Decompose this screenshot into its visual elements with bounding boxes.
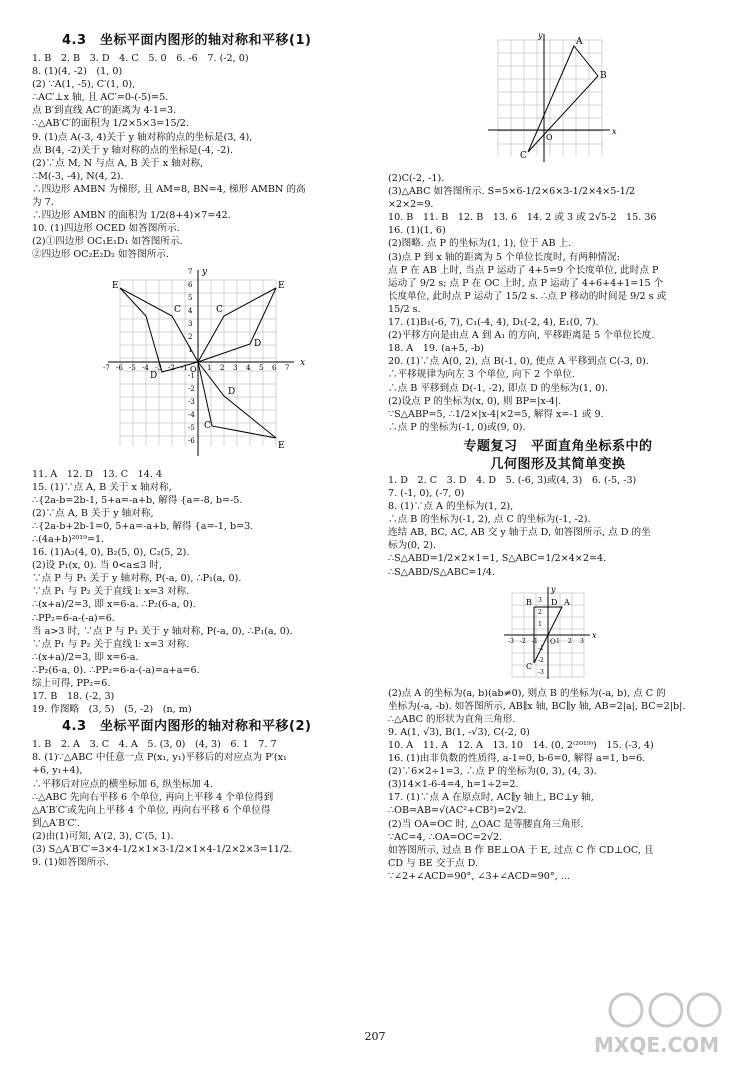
section-heading: 4.3 坐标平面内图形的轴对称和平移(2) — [62, 719, 312, 735]
tick-label: -2 — [520, 637, 526, 645]
answer-line: 17. (1)B₁(-6, 7), C₁(-4, 4), D₁(-2, 4), E₁(0, 7). — [388, 317, 599, 329]
tick-label: -4 — [188, 410, 195, 419]
answer-line: 9. (1)如答图所示. — [32, 857, 109, 869]
x-axis-label: x — [592, 630, 597, 640]
page-number: 207 — [364, 1030, 386, 1043]
answer-line: 当 a>3 时, ∵点 P 与 P₁ 关于 y 轴对称, P(-a, 0), ∴P₁(a, 0). — [32, 625, 293, 637]
answer-line: 点 P 在 AB 上时, 当点 P 运动了 4+5=9 个长度单位, 此时点 P — [388, 264, 659, 276]
tick-label: 3 — [233, 363, 238, 372]
answer-line: (2)∵点 A, B 关于 y 轴对称, — [32, 507, 154, 519]
answer-line: ∴(x+a)/2=3, 即 x=6-a. ∴P₂(6-a, 0). — [32, 599, 196, 611]
answer-line: 17. B 18. (-2, 3) — [32, 691, 115, 703]
answer-line: (2)点 A 的坐标为(a, b)(ab≠0), 则点 B 的坐标为(-a, b), 点 C 的 — [388, 687, 666, 699]
tick-label: 2 — [220, 363, 225, 372]
answer-line: 标为(0, 2). — [388, 540, 437, 552]
answer-line: ∴M(-3, -4), N(4, 2). — [32, 170, 124, 182]
origin-label: O — [550, 637, 556, 646]
tick-label: -7 — [103, 363, 110, 372]
answer-line: 8. (1)∵点 A 的坐标为(1, 2), — [388, 501, 514, 513]
answer-line: 1. D 2. C 3. D 4. D 5. (-6, 3)或(4, 3) 6. (-5, -3) — [388, 474, 637, 486]
tick-label: 2 — [538, 608, 542, 616]
answer-line: 15. (1)∵点 A, B 关于 x 轴对称, — [32, 481, 172, 493]
section-heading: 4.3 坐标平面内图形的轴对称和平移(1) — [62, 33, 312, 48]
answer-block — [388, 474, 728, 579]
origin-label: O — [546, 133, 553, 142]
answer-line: ∴平移后对应点的横坐标加 6, 纵坐标加 4. — [32, 778, 213, 790]
answer-line: (2) ∵A(1, -5), C′(1, 0), — [32, 79, 136, 91]
answer-line: 如答图所示, 过点 B 作 BE⊥OA 于 E, 过点 C 作 CD⊥OC, 且 — [388, 844, 654, 856]
tick-label: 6 — [188, 280, 193, 289]
answer-line: 1. B 2. A 3. C 4. A 5. (3, 0) (4, 3) 6. 1 7. 7 — [32, 739, 277, 751]
answer-line: ∴(4a+b)²⁰¹⁹=1. — [32, 533, 105, 545]
tick-label: -1 — [188, 371, 195, 380]
answer-line: ∴AC′⊥x 轴, 且 AC′=0-(-5)=5. — [32, 92, 169, 104]
answer-line: ∴点 B 的坐标为(-1, 2), 点 C 的坐标为(-1, -2). — [388, 514, 591, 526]
tick-label: 3 — [580, 637, 584, 645]
answer-line: (3)△ABC 如答图所示. S=5×6-1/2×6×3-1/2×4×5-1/2 — [388, 186, 636, 198]
coordinate-figure-left — [32, 266, 372, 464]
fig-label: C — [174, 304, 181, 315]
fig-label: D — [150, 370, 158, 381]
reflection-graph — [32, 266, 372, 464]
answer-block — [388, 687, 728, 883]
answer-line: (2)图略. 点 P 的坐标为(1, 1), 位于 AB 上. — [388, 238, 572, 250]
tick-label: -1 — [181, 363, 188, 372]
answer-line: ∴△ABC 先向右平移 6 个单位, 再向上平移 4 个单位得到 — [32, 791, 274, 803]
answer-line: ∴平移规律为向左 3 个单位, 向下 2 个单位. — [388, 369, 576, 381]
answer-line: (2)设点 P 的坐标为(x, 0), 则 BP=|x-4|. — [388, 395, 562, 407]
answer-block — [32, 468, 372, 717]
tick-label: -1 — [538, 644, 544, 652]
left-column — [32, 30, 372, 869]
answer-line: 20. (1)∵点 A(0, 2), 点 B(-1, 0), 使点 A 平移到点 C(-3, 0). — [388, 356, 649, 368]
fig-label: A — [576, 37, 583, 47]
answer-line: 10. (1)四边形 OCED 如答图所示. — [32, 223, 180, 235]
tick-label: 5 — [188, 293, 193, 302]
tick-label: 3 — [188, 319, 193, 328]
answer-line: 运动了 9/2 s; 点 P 在 OC 上时, 点 P 运动了 4+6+4+1=15 个 — [388, 277, 664, 289]
fig-label: C — [204, 420, 211, 431]
answer-line: 16. (1)(1, 6) — [388, 225, 446, 237]
answer-line: ∴(x+a)/2=3, 即 x=6-a. — [32, 651, 139, 663]
tick-label: 7 — [285, 363, 290, 372]
fig-label: C — [216, 304, 223, 315]
answer-line: 9. A(1, √3), B(1, -√3), C(-2, 0) — [388, 726, 530, 738]
answer-line: (2)C(-2, -1). — [388, 173, 445, 184]
tick-label: 7 — [188, 267, 193, 276]
tick-label: -4 — [142, 363, 149, 372]
answer-line: (3)点 P 到 x 轴的距离为 5 个单位长度时, 有两种情况: — [388, 251, 620, 263]
tick-label: 1 — [188, 345, 193, 354]
tick-label: -3 — [538, 668, 544, 676]
answer-line: ②四边形 OC₂E₂D₂ 如答图所示. — [32, 249, 169, 261]
answer-line: △A′B′C′或先向上平移 4 个单位, 再向右平移 6 个单位得 — [32, 804, 271, 816]
tick-label: -3 — [188, 397, 195, 406]
answer-line: (3)14×1-6-4=4, h=1÷2=2. — [388, 779, 519, 791]
answer-line: (2)平移方向是由点 A 到 A₁ 的方向, 平移距离是 5 个单位长度. — [388, 330, 655, 342]
origin-label: O — [190, 364, 197, 374]
right-column — [388, 30, 728, 883]
answer-line: ∴△ABC 的形状为直角三角形. — [388, 713, 516, 725]
fig-label: C — [520, 151, 527, 161]
answer-line: ∴PP₂=6-a-(-a)=6. — [32, 612, 115, 624]
answer-line: ∴OB=AB=√(AC²+CB²)=2√2. — [388, 805, 527, 817]
fig-label: B — [600, 71, 607, 81]
tick-label: 4 — [246, 363, 251, 372]
answer-line: 9. (1)点 A(-3, 4)关于 y 轴对称的点的坐标是(3, 4), — [32, 131, 253, 143]
answer-block — [32, 52, 372, 262]
tick-label: 4 — [188, 306, 193, 315]
answer-line: 连结 AB, BC, AC, AB 交 y 轴于点 D, 如答图所示, 点 D 的坐 — [388, 527, 651, 539]
answer-line: 19. 作图略 (3, 5) (5, -2) (n, m) — [32, 704, 192, 716]
rectangle-graph — [388, 583, 728, 683]
review-heading: 专题复习 平面直角坐标系中的 — [463, 438, 653, 454]
answer-line: (2)①四边形 OC₁E₁D₁ 如答图所示. — [32, 236, 183, 248]
watermark-logo — [586, 988, 736, 1058]
answer-line: ∵S△ABP=5, ∴1/2×|x-4|×2=5, 解得 x=-1 或 9. — [388, 408, 604, 420]
answer-line: 到△A′B′C′. — [32, 817, 80, 829]
tick-label: -2 — [188, 384, 195, 393]
answer-line: ∴四边形 AMBN 的面积为 1/2(8+4)×7=42. — [32, 210, 231, 222]
tick-label: -5 — [129, 363, 136, 372]
answer-line: (2)设 P₁(x, 0). 当 0<a≤3 时, — [32, 560, 163, 572]
x-axis-label: x — [612, 127, 617, 136]
answer-line: ∵∠2+∠ACD=90°, ∠3+∠ACD=90°, ... — [388, 870, 570, 882]
tick-label: -3 — [155, 363, 162, 372]
answer-line: ∵点 P 与 P₁ 关于 y 轴对称, P(-a, 0), ∴P₁(a, 0). — [32, 573, 242, 585]
tick-label: 2 — [568, 637, 572, 645]
x-axis-label: x — [300, 357, 306, 368]
tick-label: -1 — [532, 637, 538, 645]
answer-line: ∴点 P 的坐标为(-1, 0)或(9, 0). — [388, 421, 526, 433]
answer-line: 长度单位, 此时点 P 运动了 15/2 s. ∴点 P 移动的时间是 9/2 s 或 — [388, 290, 667, 302]
tick-label: -5 — [188, 423, 195, 432]
answer-line: 8. (1)∵△ABC 中任意一点 P(x₁, y₁)平移后的对应点为 P′(x₁ — [32, 752, 287, 764]
fig-label: A — [564, 597, 570, 607]
fig-label: C — [526, 661, 533, 671]
answer-line: ∴P₂(6-a, 0). ∴PP₂=6-a-(-a)=a+a=6. — [32, 664, 200, 676]
answer-line: ×2×2=9. — [388, 199, 434, 211]
answer-line: ∵点 P₁ 与 P₂ 关于直线 l: x=3 对称. — [32, 586, 190, 598]
answer-line: ∴点 B 平移到点 D(-1, -2), 即点 D 的坐标为(1, 0). — [388, 382, 609, 394]
tick-label: 1 — [538, 620, 542, 628]
tick-label: -6 — [188, 436, 195, 445]
y-axis-label: y — [538, 31, 543, 40]
y-axis-label: y — [551, 584, 556, 594]
answer-line: 15/2 s. — [388, 303, 421, 315]
tick-label: 3 — [538, 596, 542, 604]
answer-line: ∴S△ABD=1/2×2×1=1, S△ABC=1/2×4×2=4. — [388, 553, 607, 565]
tick-label: 6 — [272, 363, 277, 372]
tick-label: 1 — [556, 637, 560, 645]
answer-line: 坐标为(-a, -b). 如答图所示, AB∥x 轴, BC∥y 轴, AB=2|a|, BC=2|b|. — [388, 700, 686, 712]
tick-label: -2 — [538, 656, 544, 664]
answer-line: ∴S△ABD/S△ABC=1/4. — [388, 566, 495, 578]
answer-line: +6, y₁+4), — [32, 765, 83, 777]
y-axis-label: y — [202, 266, 208, 277]
answer-line: 10. B 11. B 12. B 13. 6 14. 2 或 3 或 2√5-2 15. 36 — [388, 212, 657, 224]
watermark-text: MXQE.COM — [594, 1033, 720, 1057]
fig-label: E — [278, 440, 285, 451]
answer-line: ∴{2a-b=2b-1, 5+a=-a+b, 解得 {a=-8, b=-5. — [32, 494, 243, 506]
answer-line: 点 B′到直线 AC′的距离为 4-1=3. — [32, 105, 177, 117]
answer-line: ∴△AB′C′的面积为 1/2×5×3=15/2. — [32, 118, 189, 130]
tick-label: 2 — [188, 332, 193, 341]
fig-label: D — [551, 597, 558, 607]
answer-line: 综上可得, PP₂=6. — [32, 678, 111, 689]
answer-line: (3) S△A′B′C′=3×4-1/2×1×3-1/2×1×4-1/2×2×3=11/2. — [32, 844, 293, 856]
answer-line: 10. A 11. A 12. A 13. 10 14. (0, 2⁽²⁰¹⁹⁾) 15. (-3, 4) — [388, 740, 654, 751]
answer-line: (2)由(1)可知, A′(2, 3), C′(5, 1). — [32, 830, 174, 842]
answer-line: 11. A 12. D 13. C 14. 4 — [32, 468, 163, 480]
answer-line: ∴{2a-b+2b-1=0, 5+a=-a+b, 解得 {a=-1, b=3. — [32, 520, 254, 532]
tick-label: 1 — [207, 363, 212, 372]
answer-line: (2)当 OA=OC 时, △OAC 是等腰直角三角形. — [388, 818, 584, 830]
fig-label: D — [228, 386, 236, 397]
tick-label: 5 — [259, 363, 264, 372]
answer-line: 17. (1)∵点 A 在原点时, AC∥y 轴上, BC⊥y 轴, — [388, 792, 594, 804]
fig-label: D — [254, 338, 262, 349]
triangle-graph — [388, 30, 728, 170]
answer-line: 为 7. — [32, 197, 54, 209]
tick-label: -3 — [508, 637, 514, 645]
coordinate-figure-top — [388, 30, 728, 170]
coordinate-figure-mid — [388, 583, 728, 683]
answer-line: 1. B 2. B 3. D 4. C 5. 0 6. -6 7. (-2, 0) — [32, 53, 249, 64]
review-heading: 几何图形及其简单变换 — [490, 456, 626, 472]
answer-block — [32, 738, 372, 869]
answer-line: 8. (1)(4, -2) (1, 0) — [32, 66, 123, 78]
answer-line: ∵AC=4, ∴OA=OC=2√2. — [388, 831, 503, 843]
fig-label: B — [526, 597, 532, 607]
answer-line: 16. (1)由非负数的性质得, a-1=0, b-6=0, 解得 a=1, b=6. — [388, 753, 646, 765]
fig-label: E — [112, 280, 119, 291]
answer-line: 点 B(4, -2)关于 y 轴对称的点的坐标是(-4, -2). — [32, 144, 234, 156]
answer-line: ∴四边形 AMBN 为梯形, 且 AM=8, BN=4, 梯形 AMBN 的高 — [32, 183, 306, 195]
answer-line: (2)∵点 M, N 与点 A, B 关于 x 轴对称, — [32, 157, 204, 169]
answer-line: CD 与 BE 交于点 D. — [388, 857, 479, 869]
answer-block — [388, 172, 728, 434]
answer-line: 7. (-1, 0), (-7, 0) — [388, 487, 465, 499]
tick-label: -2 — [168, 363, 175, 372]
answer-line: 16. (1)A₂(4, 0), B₂(5, 0), C₂(5, 2). — [32, 547, 190, 559]
answer-line: (2)∵6×2÷1=3, ∴点 P 的坐标为(0, 3), (4, 3). — [388, 766, 597, 778]
answer-line: 18. A 19. (a+5, -b) — [388, 343, 484, 355]
fig-label: E — [278, 280, 285, 291]
answer-line: ∵点 P₁ 与 P₂ 关于直线 l: x=3 对称. — [32, 638, 190, 650]
tick-label: -6 — [116, 363, 123, 372]
